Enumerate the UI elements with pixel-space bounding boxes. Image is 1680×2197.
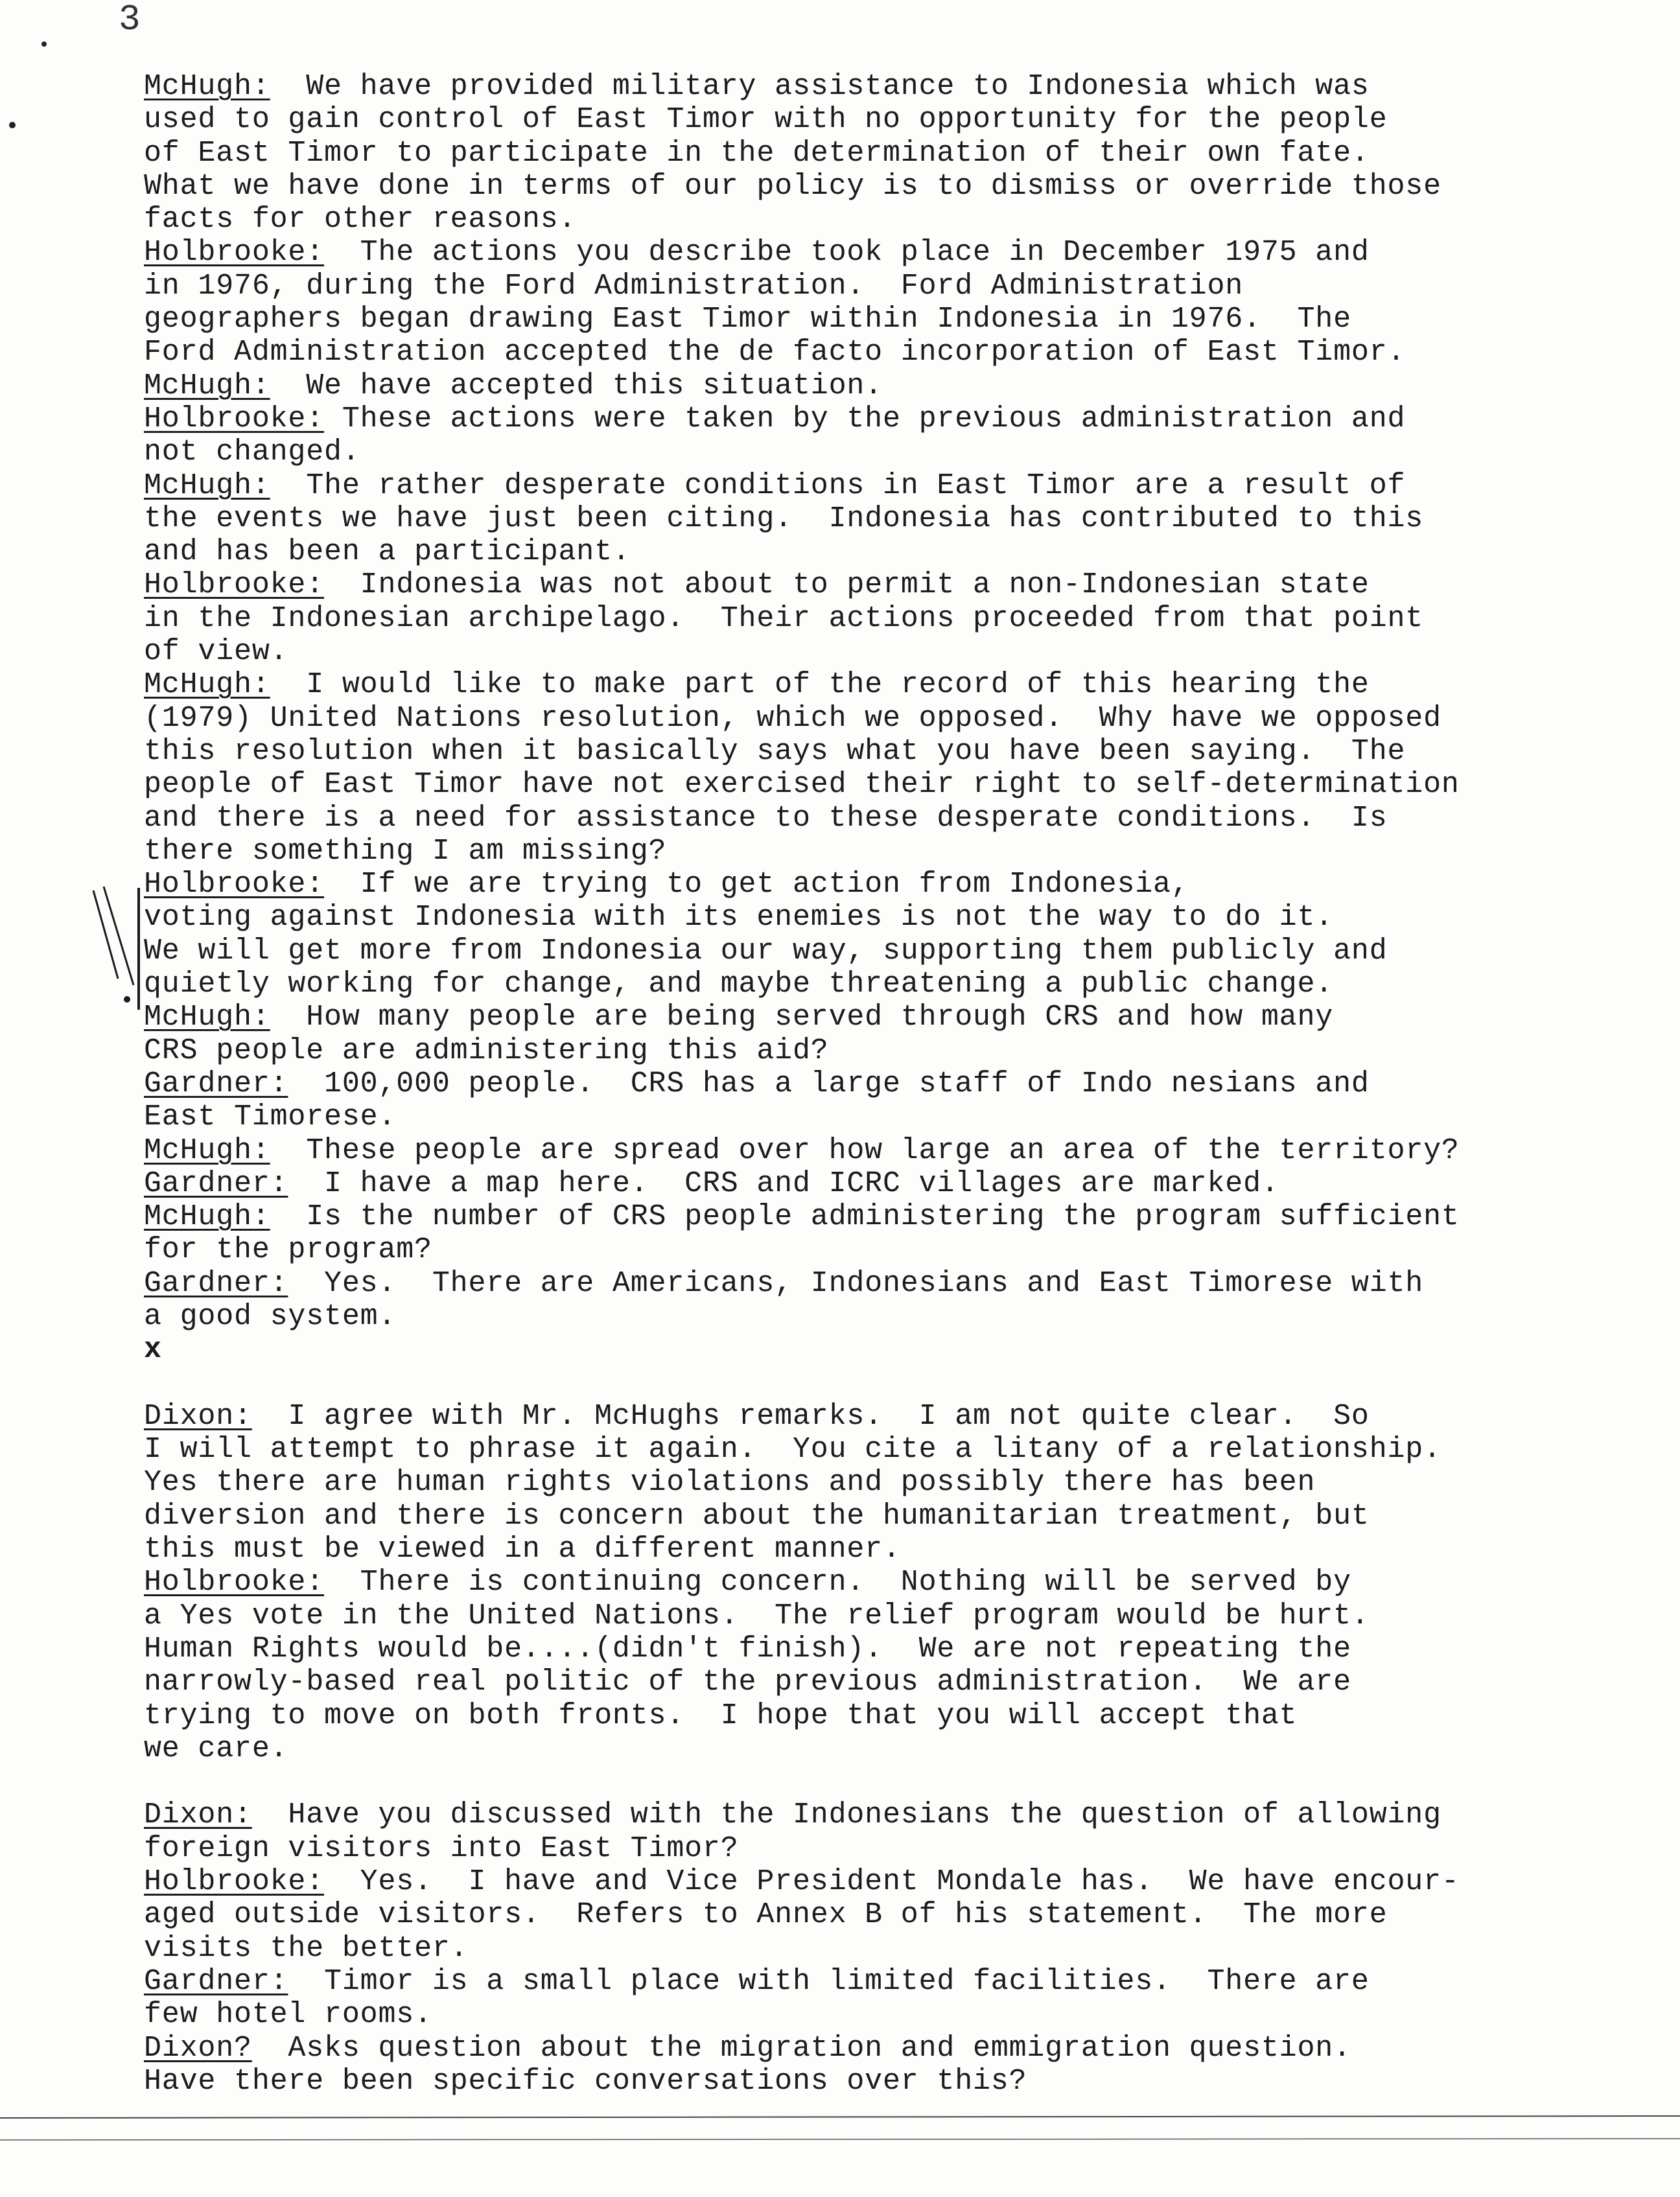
speaker-label: Holbrooke: (144, 402, 325, 436)
transcript-line (144, 1001, 1628, 1034)
transcript-line: We will get more from Indonesia our way, supporting them publicly and (144, 934, 1388, 968)
speaker-label: McHugh: (144, 469, 270, 502)
transcript-line: facts for other reasons. (144, 203, 577, 237)
transcript-line (144, 369, 1628, 402)
transcript-line (144, 1167, 1628, 1200)
speaker-label: Dixon? (144, 2031, 252, 2065)
speaker-label: Dixon: (144, 1399, 252, 1433)
transcript-line (144, 2032, 1628, 2065)
line-text: Yes. I have and Vice President Mondale has. We have encour- (324, 1865, 1460, 1899)
transcript-line: few hotel rooms. (144, 1998, 432, 2032)
paragraph-gap (144, 1367, 1628, 1400)
line-text: Timor is a small place with limited facilities. There are (288, 1964, 1370, 1998)
line-text: I agree with Mr. McHughs remarks. I am not quite clear. So (251, 1399, 1370, 1433)
scan-speck (9, 122, 16, 128)
transcript-line (144, 568, 1628, 601)
transcript-line (144, 1067, 1628, 1100)
transcript-line (144, 1200, 1628, 1233)
speaker-label: McHugh: (144, 70, 270, 103)
line-text: If we are trying to get action from Indonesia, (324, 868, 1189, 901)
transcript-line: (1979) United Nations resolution, which we opposed. Why have we opposed (144, 701, 1441, 735)
edge-line (0, 2139, 1680, 2140)
transcript-line: used to gain control of East Timor with no opportunity for the people (144, 103, 1388, 137)
line-text: How many people are being served through CRS and how many (270, 1001, 1334, 1034)
margin-bracket-annotation (84, 881, 143, 1011)
transcript-line (144, 1798, 1628, 1831)
transcript-line (144, 868, 1628, 901)
transcript-line: Ford Administration accepted the de facto incorporation of East Timor. (144, 336, 1406, 369)
transcript-line: of view. (144, 635, 288, 669)
transcript-line: East Timorese. (144, 1100, 397, 1134)
transcript-line (144, 1965, 1628, 1998)
transcript-line: narrowly-based real politic of the previous administration. We are (144, 1666, 1351, 1699)
line-text: The rather desperate conditions in East Timor are a result of (270, 469, 1406, 502)
transcript-line (144, 70, 1628, 103)
transcript-line: Have there been specific conversations over this? (144, 2064, 1027, 2098)
speaker-label: Gardner: (144, 1167, 288, 1200)
line-text: These actions were taken by the previous administration and (324, 402, 1406, 436)
paragraph-gap (144, 1765, 1628, 1798)
speaker-label: McHugh: (144, 1200, 270, 1234)
transcript-line: diversion and there is concern about the humanitarian treatment, but (144, 1499, 1370, 1533)
speaker-label: Holbrooke: (144, 868, 325, 901)
transcript-line: I will attempt to phrase it again. You cite a litany of a relationship. (144, 1433, 1441, 1467)
speaker-label: Holbrooke: (144, 236, 325, 270)
transcript-line: people of East Timor have not exercised their right to self-determination (144, 768, 1460, 802)
speaker-label: McHugh: (144, 1001, 270, 1034)
transcript-line: Human Rights would be....(didn't finish). We are not repeating the (144, 1632, 1351, 1666)
transcript-line: CRS people are administering this aid? (144, 1034, 829, 1067)
scan-speck (41, 41, 47, 47)
transcript-line: there something I am missing? (144, 834, 667, 868)
speaker-label: McHugh: (144, 1133, 270, 1167)
transcript-line: voting against Indonesia with its enemies is not the way to do it. (144, 901, 1334, 935)
line-text: Have you discussed with the Indonesians the question of allowing (251, 1798, 1441, 1832)
line-text: 100,000 people. CRS has a large staff of Indo nesians and (288, 1067, 1370, 1100)
transcript-line: we care. (144, 1732, 288, 1765)
transcript-line: visits the better. (144, 1931, 469, 1965)
transcript-line: not changed. (144, 436, 360, 469)
transcript-line: a good system. (144, 1299, 397, 1333)
transcript-line: and there is a need for assistance to these desperate conditions. Is (144, 801, 1388, 835)
speaker-label: Gardner: (144, 1067, 288, 1100)
transcript-line (144, 1134, 1628, 1167)
page-number: 3 (119, 0, 141, 40)
transcript-line: this must be viewed in a different manner. (144, 1533, 901, 1566)
transcript-line: this resolution when it basically says what you have been saying. The (144, 734, 1406, 768)
speaker-label: Gardner: (144, 1964, 288, 1998)
line-text: Asks question about the migration and emmigration question. (251, 2031, 1351, 2065)
transcript-line: aged outside visitors. Refers to Annex B of his statement. The more (144, 1898, 1388, 1932)
line-text: I would like to make part of the record of this hearing the (270, 668, 1370, 702)
line-text: These people are spread over how large an area of the territory? (270, 1133, 1460, 1167)
transcript-line: in the Indonesian archipelago. Their actions proceeded from that point (144, 601, 1424, 635)
line-text: We have accepted this situation. (270, 369, 883, 402)
transcript-line (144, 402, 1628, 436)
transcript-line: foreign visitors into East Timor? (144, 1831, 739, 1865)
speaker-label: Holbrooke: (144, 568, 325, 602)
line-text: We have provided military assistance to Indonesia which was (270, 70, 1370, 103)
transcript-line (144, 236, 1628, 269)
transcript-line (144, 1400, 1628, 1433)
transcript-line (144, 668, 1628, 701)
line-text: Yes. There are Americans, Indonesians and East Timorese with (288, 1266, 1424, 1300)
transcript-line: in 1976, during the Ford Administration. Ford Administration (144, 269, 1244, 303)
speaker-label: Gardner: (144, 1266, 288, 1300)
line-text: Indonesia was not about to permit a non-Indonesian state (324, 568, 1370, 602)
scan-edge-lines (0, 2114, 1680, 2146)
transcript-line: trying to move on both fronts. I hope that you will accept that (144, 1699, 1298, 1732)
transcript-line: What we have done in terms of our policy is to dismiss or override those (144, 169, 1441, 203)
line-text: There is continuing concern. Nothing will be served by (324, 1566, 1351, 1599)
speaker-label: Holbrooke: (144, 1566, 325, 1599)
line-text: Is the number of CRS people administering the program sufficient (270, 1200, 1460, 1234)
transcript-line: the events we have just been citing. Indonesia has contributed to this (144, 502, 1424, 535)
transcript-line: Yes there are human rights violations and possibly there has been (144, 1466, 1316, 1500)
margin-stroke (104, 887, 134, 985)
speaker-label: McHugh: (144, 369, 270, 402)
transcript-line (144, 1267, 1628, 1300)
transcript-line: x (144, 1333, 162, 1367)
speaker-label: Dixon: (144, 1798, 252, 1832)
transcript-line (144, 1865, 1628, 1898)
transcript-line: quietly working for change, and maybe threatening a public change. (144, 968, 1334, 1001)
transcript-line (144, 469, 1628, 502)
speaker-label: McHugh: (144, 668, 270, 702)
margin-dot (124, 996, 130, 1003)
transcript-line: and has been a participant. (144, 535, 631, 569)
transcript-line: of East Timor to participate in the determination of their own fate. (144, 136, 1370, 170)
transcript-line: geographers began drawing East Timor within Indonesia in 1976. The (144, 303, 1351, 336)
line-text: I have a map here. CRS and ICRC villages are marked. (288, 1167, 1279, 1200)
transcript-line (144, 1566, 1628, 1599)
speaker-label: Holbrooke: (144, 1865, 325, 1899)
hearing-transcript (144, 70, 1628, 2098)
margin-stroke (93, 890, 118, 979)
edge-line (0, 2116, 1680, 2118)
line-text: The actions you describe took place in December 1975 and (324, 236, 1370, 270)
transcript-line: for the program? (144, 1233, 432, 1267)
transcript-line: a Yes vote in the United Nations. The relief program would be hurt. (144, 1599, 1370, 1633)
